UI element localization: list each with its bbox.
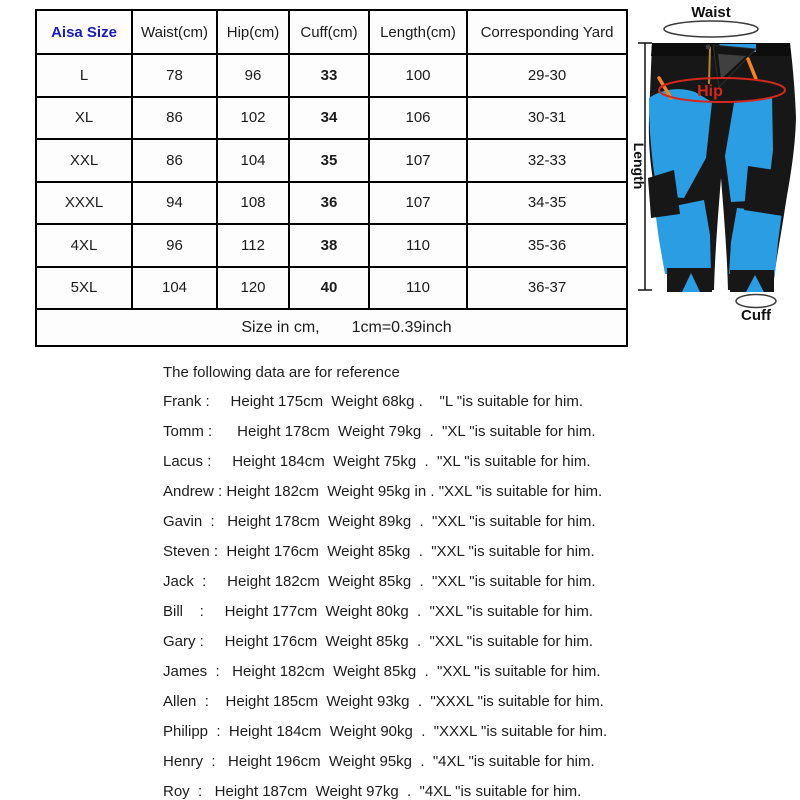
reference-line: Jack : Height 182cm Weight 85kg . "XXL "is suitable for him. [163, 573, 596, 590]
size-unit-note: Size in cm, [241, 318, 320, 336]
size-cell: 4XL [36, 224, 132, 267]
value-cell: 112 [217, 224, 289, 267]
value-cell: 78 [132, 54, 217, 97]
waist-ellipse [664, 21, 758, 37]
column-header: Length(cm) [369, 10, 467, 54]
value-cell: 34-35 [467, 182, 627, 225]
table-row [36, 224, 627, 267]
value-cell: 35-36 [467, 224, 627, 267]
value-cell: 96 [217, 54, 289, 97]
value-cell: 108 [217, 182, 289, 225]
reference-section [163, 361, 607, 800]
column-header: Aisa Size [36, 10, 132, 54]
value-cell: 36 [289, 182, 369, 225]
value-cell: 33 [289, 54, 369, 97]
column-header: Waist(cm) [132, 10, 217, 54]
reference-line: Frank : Height 175cm Weight 68kg . "L "is suitable for him. [163, 393, 583, 410]
value-cell: 30-31 [467, 97, 627, 140]
size-table [35, 9, 628, 347]
reference-line: Tomm : Height 178cm Weight 79kg . "XL "is suitable for him. [163, 423, 596, 440]
table-row [36, 54, 627, 97]
size-cell: L [36, 54, 132, 97]
column-header: Corresponding Yard [467, 10, 627, 54]
reference-line: Allen : Height 185cm Weight 93kg . "XXXL "is suitable for him. [163, 693, 604, 710]
table-row [36, 182, 627, 225]
value-cell: 29-30 [467, 54, 627, 97]
value-cell: 107 [369, 139, 467, 182]
reference-line: Henry : Height 196cm Weight 95kg . "4XL "is suitable for him. [163, 753, 595, 770]
reference-line: Philipp : Height 184cm Weight 90kg . "XXXL "is suitable for him. [163, 723, 608, 740]
size-cell: XXL [36, 139, 132, 182]
table-footer-row [36, 309, 627, 346]
value-cell: 96 [132, 224, 217, 267]
table-row [36, 267, 627, 310]
value-cell: 94 [132, 182, 217, 225]
reference-line: Andrew : Height 182cm Weight 95kg in . "XXL "is suitable for him. [163, 483, 603, 500]
size-cell: XXXL [36, 182, 132, 225]
value-cell: 110 [369, 267, 467, 310]
reference-line: Lacus : Height 184cm Weight 75kg . "XL "is suitable for him. [163, 453, 591, 470]
value-cell: 104 [217, 139, 289, 182]
pants-button [706, 45, 711, 50]
value-cell: 107 [369, 182, 467, 225]
length-label: Length [631, 142, 647, 190]
reference-line: James : Height 182cm Weight 85kg . "XXL "is suitable for him. [163, 663, 601, 680]
value-cell: 102 [217, 97, 289, 140]
value-cell: 100 [369, 54, 467, 97]
reference-line: Steven : Height 176cm Weight 85kg . "XXL "is suitable for him. [163, 543, 595, 560]
value-cell: 120 [217, 267, 289, 310]
size-cell: 5XL [36, 267, 132, 310]
reference-line: Roy : Height 187cm Weight 97kg . "4XL "is suitable for him. [163, 783, 582, 800]
reference-line: Gavin : Height 178cm Weight 89kg . "XXL "is suitable for him. [163, 513, 596, 530]
hip-label: Hip [697, 83, 723, 100]
value-cell: 36-37 [467, 267, 627, 310]
value-cell: 34 [289, 97, 369, 140]
reference-line: Gary : Height 176cm Weight 85kg . "XXL "is suitable for him. [163, 633, 593, 650]
value-cell: 110 [369, 224, 467, 267]
column-header: Cuff(cm) [289, 10, 369, 54]
pants-right-shin-panel [729, 208, 782, 274]
value-cell: 104 [132, 267, 217, 310]
size-table-body [36, 54, 627, 309]
cuff-label: Cuff [741, 307, 771, 324]
size-cell: XL [36, 97, 132, 140]
reference-title: The following data are for reference [163, 364, 400, 381]
value-cell: 86 [132, 139, 217, 182]
value-cell: 40 [289, 267, 369, 310]
cuff-ellipse [736, 295, 776, 308]
waist-label: Waist [691, 4, 731, 21]
reference-line: Bill : Height 177cm Weight 80kg . "XXL "is suitable for him. [163, 603, 593, 620]
table-row [36, 97, 627, 140]
value-cell: 38 [289, 224, 369, 267]
table-header-row [36, 10, 627, 54]
value-cell: 35 [289, 139, 369, 182]
reference-list [163, 387, 607, 800]
pants-right-knee-patch [744, 166, 788, 216]
table-row [36, 139, 627, 182]
value-cell: 86 [132, 97, 217, 140]
conversion-note: 1cm=0.39inch [351, 318, 452, 336]
value-cell: 106 [369, 97, 467, 140]
value-cell: 32-33 [467, 139, 627, 182]
column-header: Hip(cm) [217, 10, 289, 54]
pants-diagram [622, 0, 800, 330]
